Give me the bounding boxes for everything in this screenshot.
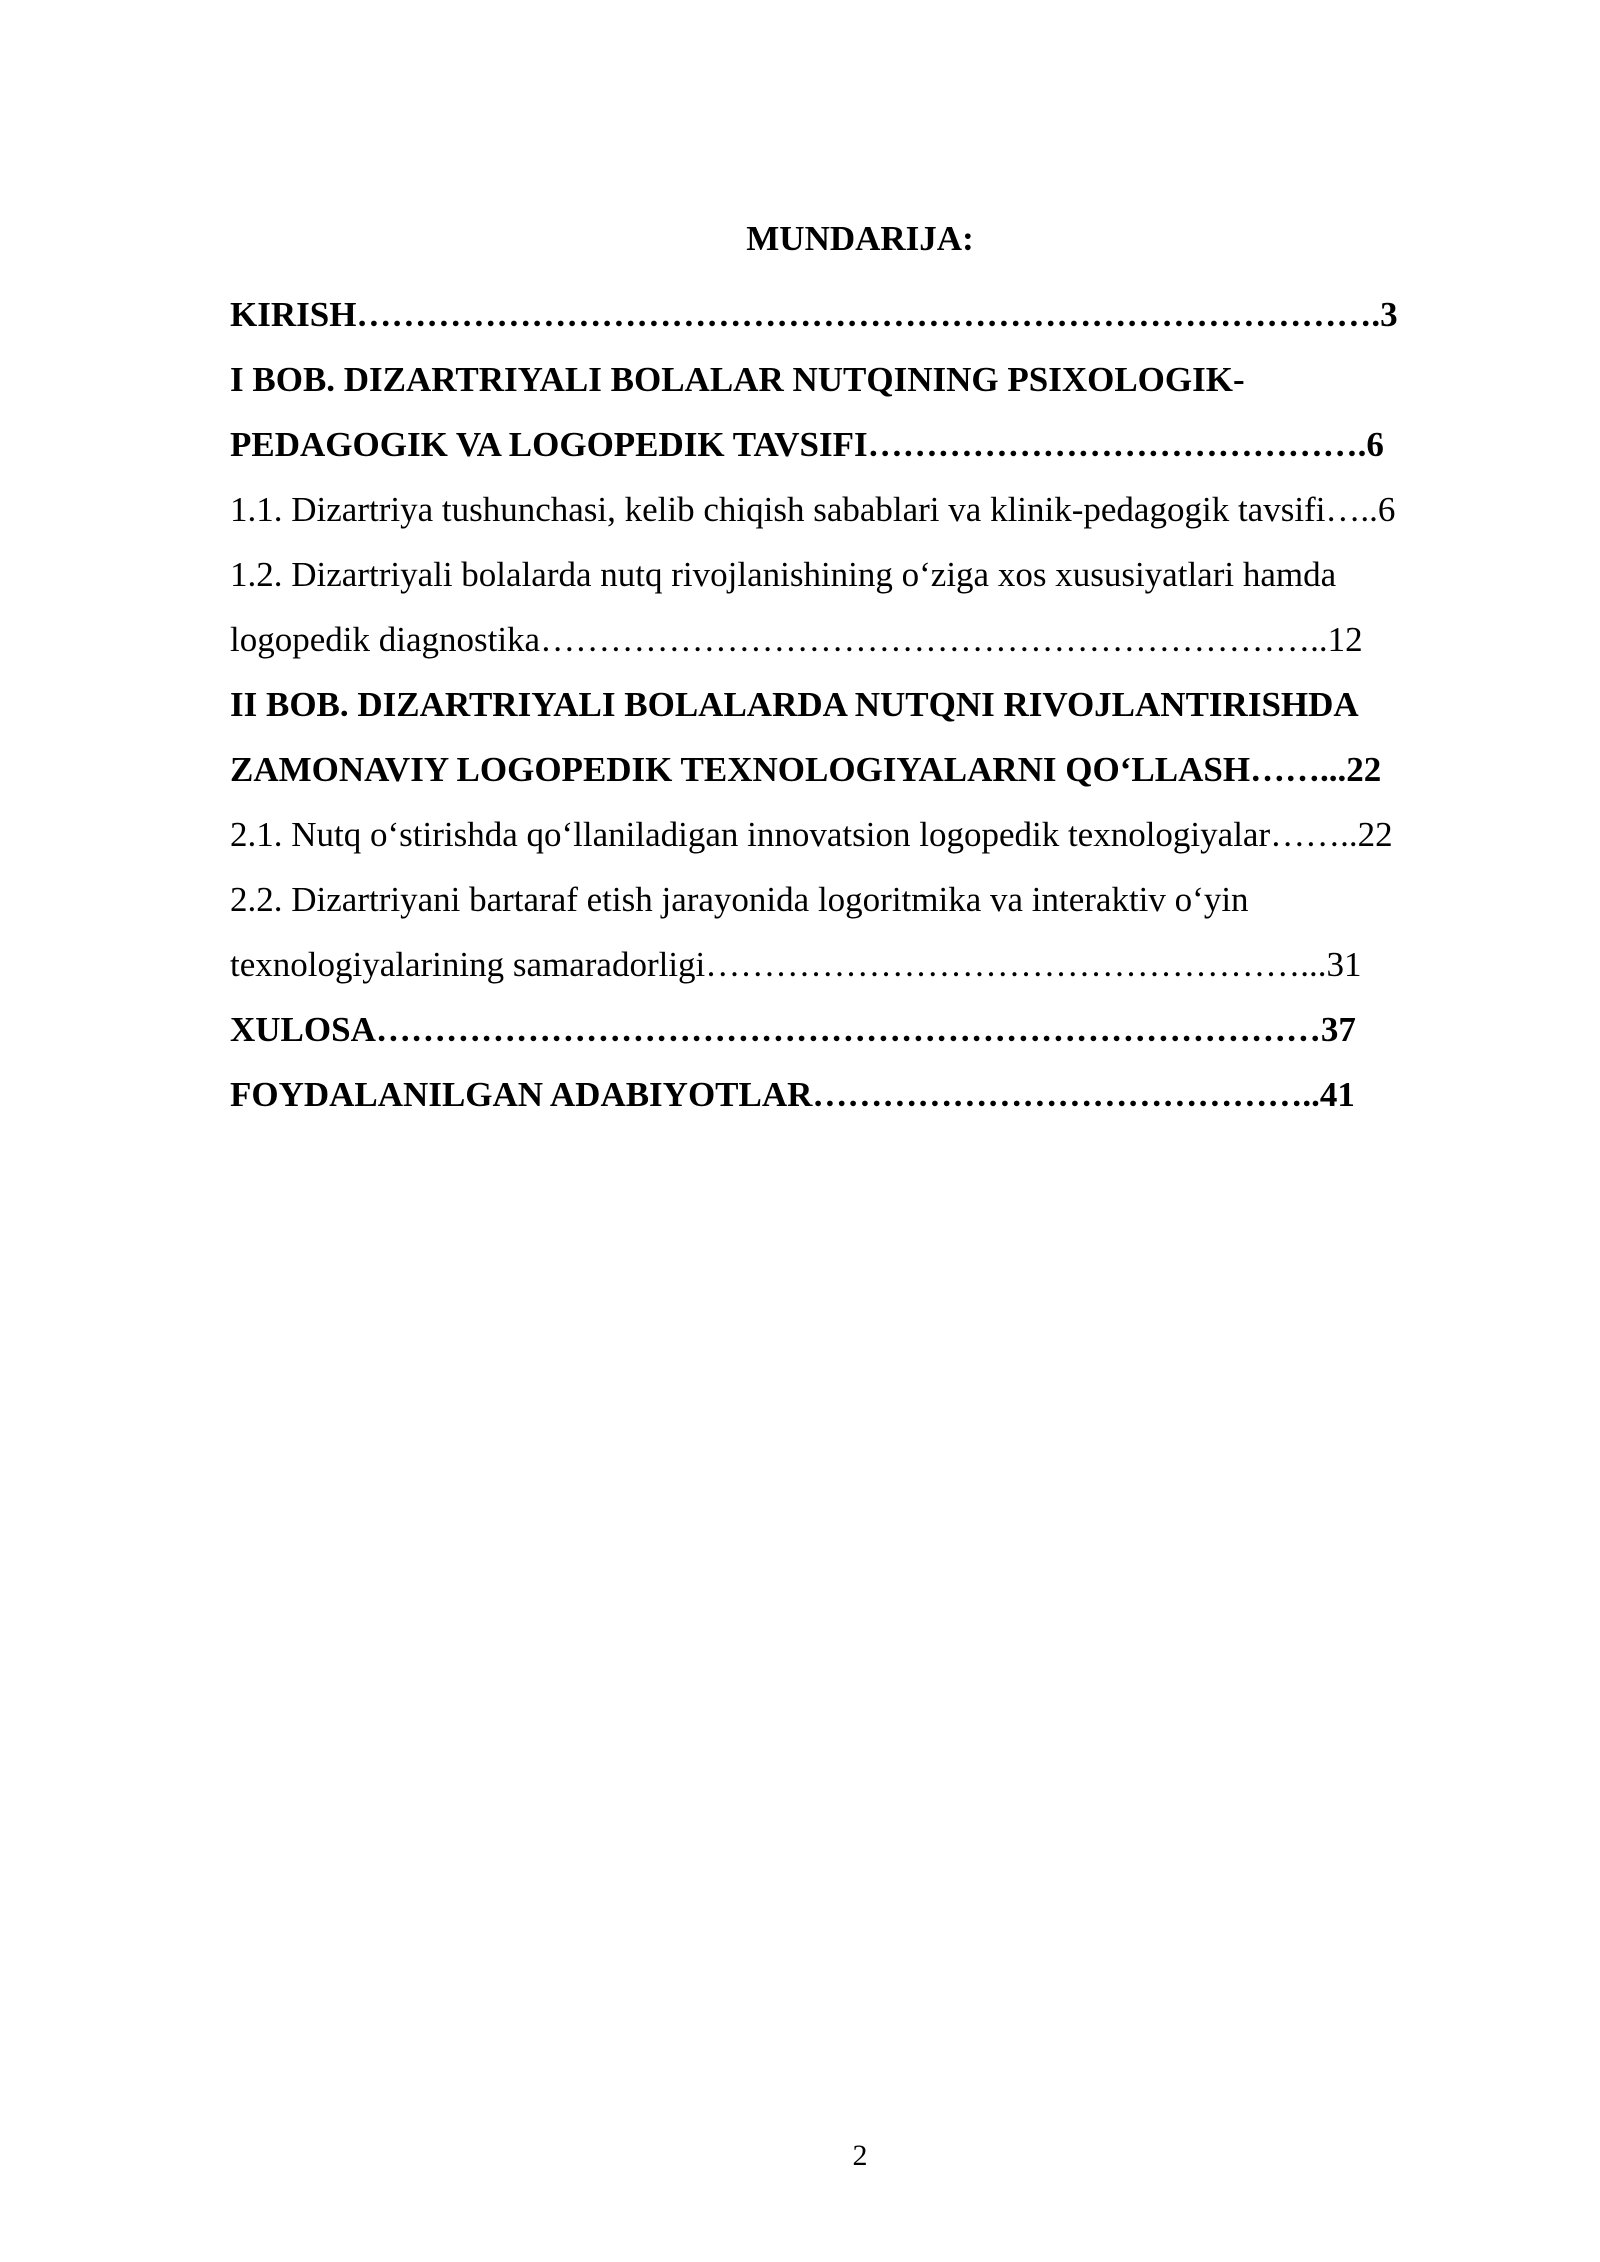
page-number: 2 (852, 2139, 868, 2172)
table-of-contents (230, 282, 1488, 1127)
toc-entry-conclusion: XULOSA………………………………………………………………………37 (230, 1010, 1356, 1049)
toc-entry-section-2-1: 2.1. Nutq o‘stirishda qo‘llaniladigan innovatsion logopedik texnologiyalar……..22 (230, 815, 1393, 854)
page-title: MUNDARIJA: (746, 219, 974, 258)
toc-entry-chapter-2-title-line-1: II BOB. DIZARTRIYALI BOLALARDA NUTQNI RIVOJLANTIRISHDA (230, 685, 1359, 724)
toc-entry-section-2-2-line-1: 2.2. Dizartriyani bartaraf etish jarayonida logoritmika va interaktiv o‘yin (230, 880, 1249, 919)
toc-entry-chapter-1-title-line-2: PEDAGOGIK VA LOGOPEDIK TAVSIFI…………………………………….6 (230, 425, 1384, 464)
toc-entry-section-1-2-line-2: logopedik diagnostika…………………………………………………………..12 (230, 620, 1363, 659)
toc-entry-chapter-2-title-line-2: ZAMONAVIY LOGOPEDIK TEXNOLOGIYALARNI QO‘LLASH……...22 (230, 750, 1382, 789)
toc-entry-section-1-2-line-1: 1.2. Dizartriyali bolalarda nutq rivojlanishining o‘ziga xos xususiyatlari hamda (230, 555, 1337, 594)
toc-entry-section-2-2-line-2: texnologiyalarining samaradorligi……………………………………………...31 (230, 945, 1362, 984)
toc-entry-section-1-1: 1.1. Dizartriya tushunchasi, kelib chiqish sabablari va klinik-pedagogik tavsifi…..6 (230, 490, 1396, 529)
toc-entry-chapter-1-title-line-1: I BOB. DIZARTRIYALI BOLALAR NUTQINING PSIXOLOGIK- (230, 360, 1245, 399)
toc-entry-introduction: KIRISH…………………………………………………………………………….3 (230, 295, 1398, 334)
toc-entry-references: FOYDALANILGAN ADABIYOTLAR……………………………………..41 (230, 1075, 1355, 1114)
